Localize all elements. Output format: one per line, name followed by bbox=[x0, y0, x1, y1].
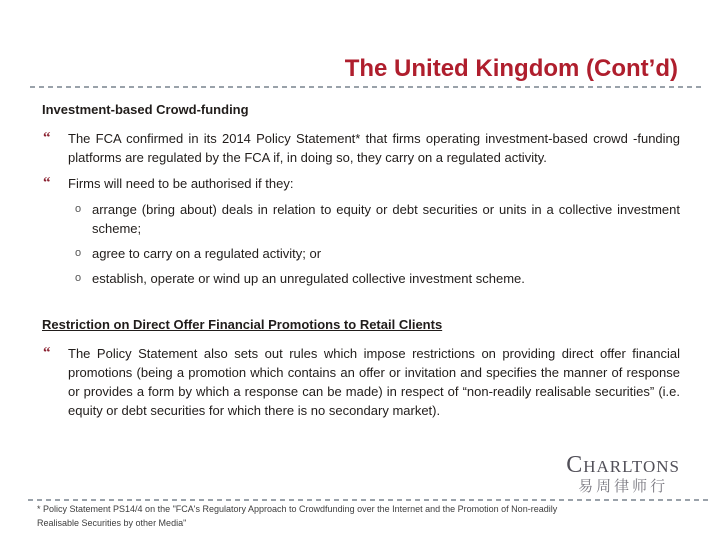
charltons-logo bbox=[566, 454, 680, 496]
bullet-item-firms-authorised bbox=[42, 174, 680, 193]
charltons-logo-chinese: 易周律师行 bbox=[578, 477, 669, 495]
bullet-text: Firms will need to be authorised if they: bbox=[68, 176, 294, 191]
section-heading-restriction: Restriction on Direct Offer Financial Promotions to Retail Clients bbox=[42, 317, 443, 332]
charltons-logo-wordmark: Charltons bbox=[566, 452, 680, 478]
sub-bullet-text: establish, operate or wind up an unregulated collective investment scheme. bbox=[92, 271, 525, 286]
circle-bullet-icon: o bbox=[75, 203, 82, 215]
sub-bullet-list bbox=[75, 200, 680, 288]
sub-bullet-item-establish bbox=[75, 269, 680, 288]
bullet-item-policy-statement bbox=[42, 344, 680, 420]
footnote-line-1: * Policy Statement PS14/4 on the "FCA's Regulatory Approach to Crowdfunding over the Internet and the Promotion of Non-readily bbox=[37, 504, 558, 514]
footnote-line-2: Realisable Securities by other Media" bbox=[37, 517, 187, 528]
double-quote-bullet-icon: “ bbox=[43, 345, 51, 361]
sub-bullet-item-agree bbox=[75, 244, 680, 263]
bullet-item-fca-confirmed bbox=[42, 129, 680, 167]
double-quote-bullet-icon: “ bbox=[43, 130, 51, 146]
bullet-text: The Policy Statement also sets out rules which impose restrictions on providing direct offer financial promotions (being a promotion which contains an offer or invitation and specifies the manner of response or provides a form by which a response can be made) in respect of “non-readily realisable securities” (i.e. equity or debt securities for which there is no secondary market). bbox=[68, 346, 680, 418]
slide-body bbox=[42, 101, 680, 427]
title-divider bbox=[30, 86, 702, 88]
bullet-text: The FCA confirmed in its 2014 Policy Statement* that firms operating investment-based crowd -funding platforms are regulated by the FCA if, in doing so, they carry on a regulated activity. bbox=[68, 131, 680, 165]
slide-title: The United Kingdom (Cont’d) bbox=[344, 55, 678, 82]
double-quote-bullet-icon: “ bbox=[43, 175, 51, 191]
footnote-divider bbox=[28, 499, 712, 501]
section-heading-crowdfunding: Investment-based Crowd-funding bbox=[42, 102, 249, 117]
circle-bullet-icon: o bbox=[75, 247, 82, 259]
footnote bbox=[37, 503, 682, 530]
sub-bullet-text: agree to carry on a regulated activity; or bbox=[92, 246, 322, 261]
circle-bullet-icon: o bbox=[75, 272, 82, 284]
sub-bullet-text: arrange (bring about) deals in relation to equity or debt securities or units in a collective investment scheme; bbox=[92, 202, 680, 236]
sub-bullet-item-arrange bbox=[75, 200, 680, 238]
